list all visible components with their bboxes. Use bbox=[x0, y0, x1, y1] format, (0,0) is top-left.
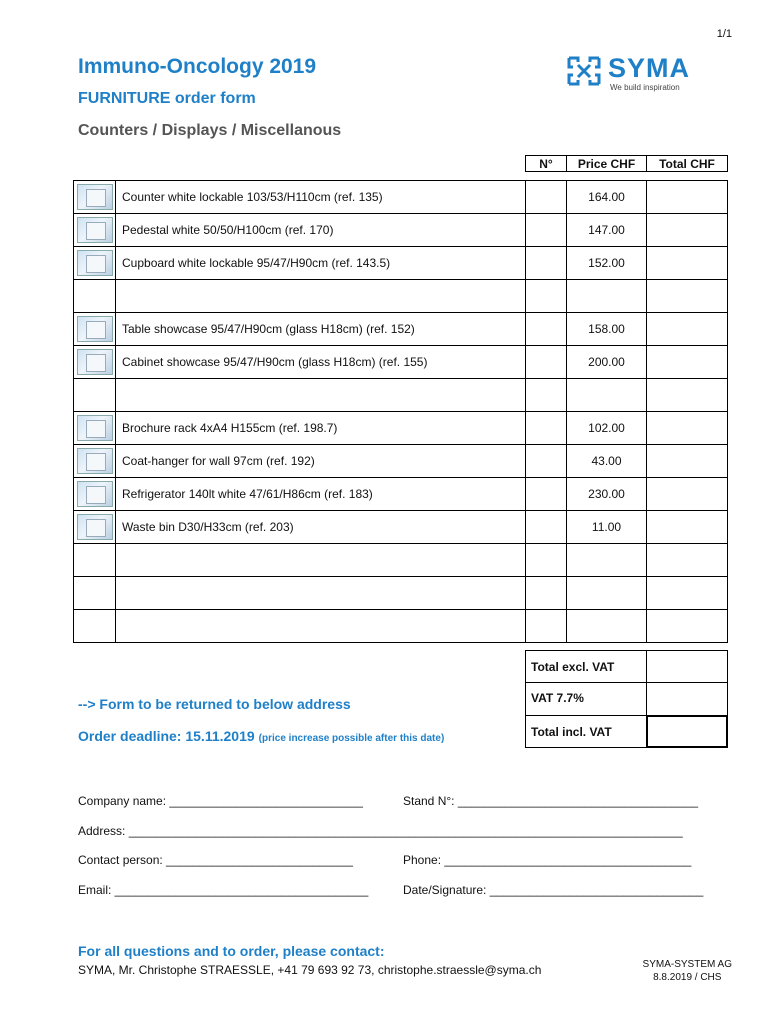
stand-number-field[interactable]: Stand N°: ____________________________________ bbox=[403, 794, 699, 808]
item-total[interactable] bbox=[646, 378, 728, 412]
syma-mark-icon bbox=[566, 55, 602, 87]
item-description bbox=[115, 279, 526, 313]
item-qty-input[interactable] bbox=[525, 444, 567, 478]
item-price: 230.00 bbox=[566, 477, 647, 511]
item-total[interactable] bbox=[646, 279, 728, 313]
item-qty-input[interactable] bbox=[525, 477, 567, 511]
item-total[interactable] bbox=[646, 543, 728, 577]
address-field[interactable]: Address: ___________________________________________________________________________________ bbox=[78, 824, 683, 838]
item-total[interactable] bbox=[646, 477, 728, 511]
item-description bbox=[115, 576, 526, 610]
item-thumbnail bbox=[77, 184, 113, 210]
deadline-note: (price increase possible after this date) bbox=[258, 733, 445, 744]
header-total: Total CHF bbox=[646, 155, 728, 172]
item-price: 11.00 bbox=[566, 510, 647, 544]
contact-details: SYMA, Mr. Christophe STRAESSLE, +41 79 693 92 73, christophe.straessle@syma.ch bbox=[78, 963, 542, 977]
item-price bbox=[566, 609, 647, 643]
footer-company-name: SYMA-SYSTEM AG bbox=[642, 959, 732, 970]
item-description bbox=[115, 609, 526, 643]
item-thumbnail bbox=[77, 514, 113, 540]
item-thumbnail-shape bbox=[86, 486, 106, 504]
item-total[interactable] bbox=[646, 444, 728, 478]
item-thumbnail-shape bbox=[86, 189, 106, 207]
date-signature-field[interactable]: Date/Signature: ________________________________ bbox=[403, 883, 704, 897]
item-qty-input[interactable] bbox=[525, 246, 567, 280]
item-qty-input[interactable] bbox=[525, 411, 567, 445]
email-field[interactable]: Email: ______________________________________ bbox=[78, 883, 369, 897]
item-qty-input[interactable] bbox=[525, 312, 567, 346]
item-qty-input[interactable] bbox=[525, 378, 567, 412]
item-qty-input[interactable] bbox=[525, 279, 567, 313]
item-image-cell bbox=[73, 609, 116, 643]
item-price bbox=[566, 576, 647, 610]
item-thumbnail-shape bbox=[86, 255, 106, 273]
item-image-cell bbox=[73, 312, 116, 346]
item-description: Waste bin D30/H33cm (ref. 203) bbox=[115, 510, 526, 544]
item-thumbnail-shape bbox=[86, 354, 106, 372]
company-name-field[interactable]: Company name: _____________________________ bbox=[78, 794, 363, 808]
item-qty-input[interactable] bbox=[525, 609, 567, 643]
item-description: Table showcase 95/47/H90cm (glass H18cm) (ref. 152) bbox=[115, 312, 526, 346]
item-price: 200.00 bbox=[566, 345, 647, 379]
contact-heading: For all questions and to order, please contact: bbox=[78, 943, 385, 959]
page-title: Immuno-Oncology 2019 bbox=[78, 55, 317, 78]
item-price bbox=[566, 543, 647, 577]
item-price: 164.00 bbox=[566, 180, 647, 214]
total-incl-label: Total incl. VAT bbox=[525, 715, 647, 748]
vat-value[interactable] bbox=[646, 682, 728, 716]
item-price: 147.00 bbox=[566, 213, 647, 247]
item-qty-input[interactable] bbox=[525, 543, 567, 577]
item-total[interactable] bbox=[646, 312, 728, 346]
syma-logo bbox=[566, 53, 726, 93]
total-excl-label: Total excl. VAT bbox=[525, 650, 647, 683]
item-total[interactable] bbox=[646, 510, 728, 544]
header-price: Price CHF bbox=[566, 155, 647, 172]
item-image-cell bbox=[73, 543, 116, 577]
item-image-cell bbox=[73, 213, 116, 247]
item-qty-input[interactable] bbox=[525, 213, 567, 247]
item-description: Brochure rack 4xA4 H155cm (ref. 198.7) bbox=[115, 411, 526, 445]
vat-label: VAT 7.7% bbox=[525, 682, 647, 716]
item-image-cell bbox=[73, 510, 116, 544]
item-thumbnail bbox=[77, 316, 113, 342]
item-description: Pedestal white 50/50/H100cm (ref. 170) bbox=[115, 213, 526, 247]
deadline-label: Order deadline: 15.11.2019 bbox=[78, 728, 255, 744]
item-thumbnail-shape bbox=[86, 321, 106, 339]
item-image-cell bbox=[73, 180, 116, 214]
total-excl-value[interactable] bbox=[646, 650, 728, 683]
item-description bbox=[115, 543, 526, 577]
item-price: 158.00 bbox=[566, 312, 647, 346]
footer-company bbox=[643, 958, 732, 984]
item-image-cell bbox=[73, 345, 116, 379]
item-qty-input[interactable] bbox=[525, 510, 567, 544]
item-total[interactable] bbox=[646, 213, 728, 247]
item-image-cell bbox=[73, 444, 116, 478]
item-image-cell bbox=[73, 378, 116, 412]
item-thumbnail bbox=[77, 217, 113, 243]
item-thumbnail-shape bbox=[86, 222, 106, 240]
logo-brand: SYMA bbox=[608, 53, 691, 83]
item-description: Coat-hanger for wall 97cm (ref. 192) bbox=[115, 444, 526, 478]
item-qty-input[interactable] bbox=[525, 345, 567, 379]
total-incl-value[interactable] bbox=[646, 715, 728, 748]
item-qty-input[interactable] bbox=[525, 180, 567, 214]
footer-date: 8.8.2019 / CHS bbox=[653, 972, 722, 983]
item-image-cell bbox=[73, 279, 116, 313]
item-thumbnail-shape bbox=[86, 453, 106, 471]
item-price: 102.00 bbox=[566, 411, 647, 445]
logo-tagline: We build inspiration bbox=[610, 83, 680, 92]
item-description: Cupboard white lockable 95/47/H90cm (ref. 143.5) bbox=[115, 246, 526, 280]
item-description: Refrigerator 140lt white 47/61/H86cm (ref. 183) bbox=[115, 477, 526, 511]
section-heading: Counters / Displays / Miscellanous bbox=[78, 122, 342, 139]
item-total[interactable] bbox=[646, 576, 728, 610]
item-price: 152.00 bbox=[566, 246, 647, 280]
item-image-cell bbox=[73, 576, 116, 610]
page-number: 1/1 bbox=[716, 28, 732, 40]
item-description bbox=[115, 378, 526, 412]
item-description: Counter white lockable 103/53/H110cm (ref. 135) bbox=[115, 180, 526, 214]
item-image-cell bbox=[73, 477, 116, 511]
return-instruction: --> Form to be returned to below address bbox=[78, 696, 351, 712]
item-total[interactable] bbox=[646, 180, 728, 214]
form-subtitle: FURNITURE order form bbox=[78, 90, 256, 107]
item-qty-input[interactable] bbox=[525, 576, 567, 610]
item-thumbnail-shape bbox=[86, 519, 106, 537]
item-total[interactable] bbox=[646, 609, 728, 643]
contact-person-field[interactable]: Contact person: ____________________________ bbox=[78, 853, 353, 867]
item-description: Cabinet showcase 95/47/H90cm (glass H18cm) (ref. 155) bbox=[115, 345, 526, 379]
item-price bbox=[566, 378, 647, 412]
item-total[interactable] bbox=[646, 345, 728, 379]
item-thumbnail bbox=[77, 250, 113, 276]
item-price bbox=[566, 279, 647, 313]
item-thumbnail bbox=[77, 448, 113, 474]
phone-field[interactable]: Phone: _____________________________________ bbox=[403, 853, 692, 867]
item-image-cell bbox=[73, 411, 116, 445]
item-thumbnail-shape bbox=[86, 420, 106, 438]
item-total[interactable] bbox=[646, 246, 728, 280]
order-deadline bbox=[78, 728, 444, 744]
item-total[interactable] bbox=[646, 411, 728, 445]
item-thumbnail bbox=[77, 349, 113, 375]
item-thumbnail bbox=[77, 481, 113, 507]
item-image-cell bbox=[73, 246, 116, 280]
item-price: 43.00 bbox=[566, 444, 647, 478]
header-qty: N° bbox=[525, 155, 567, 172]
item-thumbnail bbox=[77, 415, 113, 441]
